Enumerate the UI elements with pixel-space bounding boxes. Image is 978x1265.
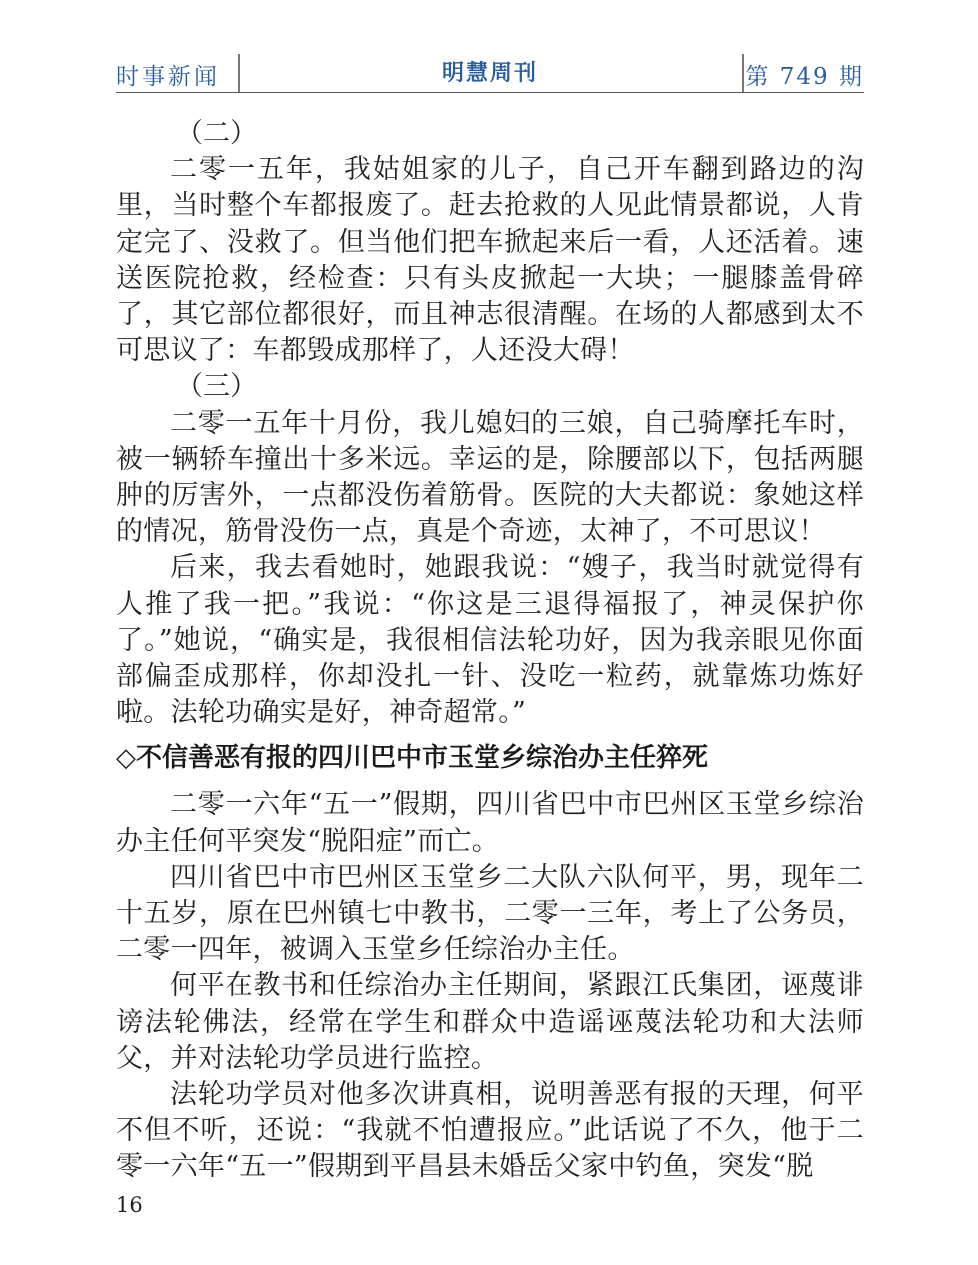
subsection-heading-3: （三） xyxy=(176,371,257,403)
page-header xyxy=(116,44,864,93)
article-body xyxy=(116,116,864,1186)
paragraph: 二零一五年，我姑姐家的儿子，自己开车翻到路边的沟里，当时整个车都报废了。赶去抢救的人见此情景都说，人肯定完了、没救了。但当他们把车掀起来后一看，人还活着。速送医院抢救，经检查：只有头皮掀起一大块；一腿膝盖骨碎了，其它部位都很好，而且神志很清醒。在场的人都感到太不可思议了：车都毁成那样了，人还没大碍！ xyxy=(116,154,864,367)
paragraph: 后来，我去看她时，她跟我说：“嫂子，我当时就觉得有人推了我一把。”我说：“你这是三退得福报了，神灵保护你了。”她说，“确实是，我很相信法轮功好，因为我亲眼见你面部偏歪成那样，你却没扎一针、没吃一粒药，就靠炼功炼好啦。法轮功确实是好，神奇超常。” xyxy=(116,552,864,729)
issue-number: 第 749 期 xyxy=(745,64,864,90)
page-number: 16 xyxy=(116,1193,143,1217)
publication-title: 明慧周刊 xyxy=(441,61,538,86)
header-divider-right xyxy=(742,54,744,92)
subsection-heading-2: （二） xyxy=(176,118,257,149)
paragraph: 二零一六年“五一”假期，四川省巴中市巴州区玉堂乡综治办主任何平突发“脱阳症”而亡。 xyxy=(116,789,864,857)
paragraph: 四川省巴中市巴州区玉堂乡二大队六队何平，男，现年二十五岁，原在巴州镇七中教书，二零一三年，考上了公务员，二零一四年，被调入玉堂乡任综治办主任。 xyxy=(116,861,864,966)
paragraph: 何平在教书和任综治办主任期间，紧跟江氏集团，诬蔑诽谤法轮佛法，经常在学生和群众中造谣诬蔑法轮功和大法师父，并对法轮功学员进行监控。 xyxy=(116,970,864,1074)
section-label: 时事新闻 xyxy=(116,64,220,90)
section-title: ◇不信善恶有报的四川巴中市玉堂乡综治办主任猝死 xyxy=(116,743,708,774)
paragraph: 法轮功学员对他多次讲真相，说明善恶有报的天理，何平不但不听，还说：“我就不怕遭报应。”此话说了不久，他于二零一六年“五一”假期到平昌县未婚岳父家中钓鱼，突发“脱 xyxy=(116,1079,864,1183)
paragraph: 二零一五年十月份，我儿媳妇的三娘，自己骑摩托车时，被一辆轿车撞出十多米远。幸运的是，除腰部以下，包括两腿肿的厉害外，一点都没伤着筋骨。医院的大夫都说：象她这样的情况，筋骨没伤一点，真是个奇迹，太神了，不可思议！ xyxy=(116,407,864,548)
